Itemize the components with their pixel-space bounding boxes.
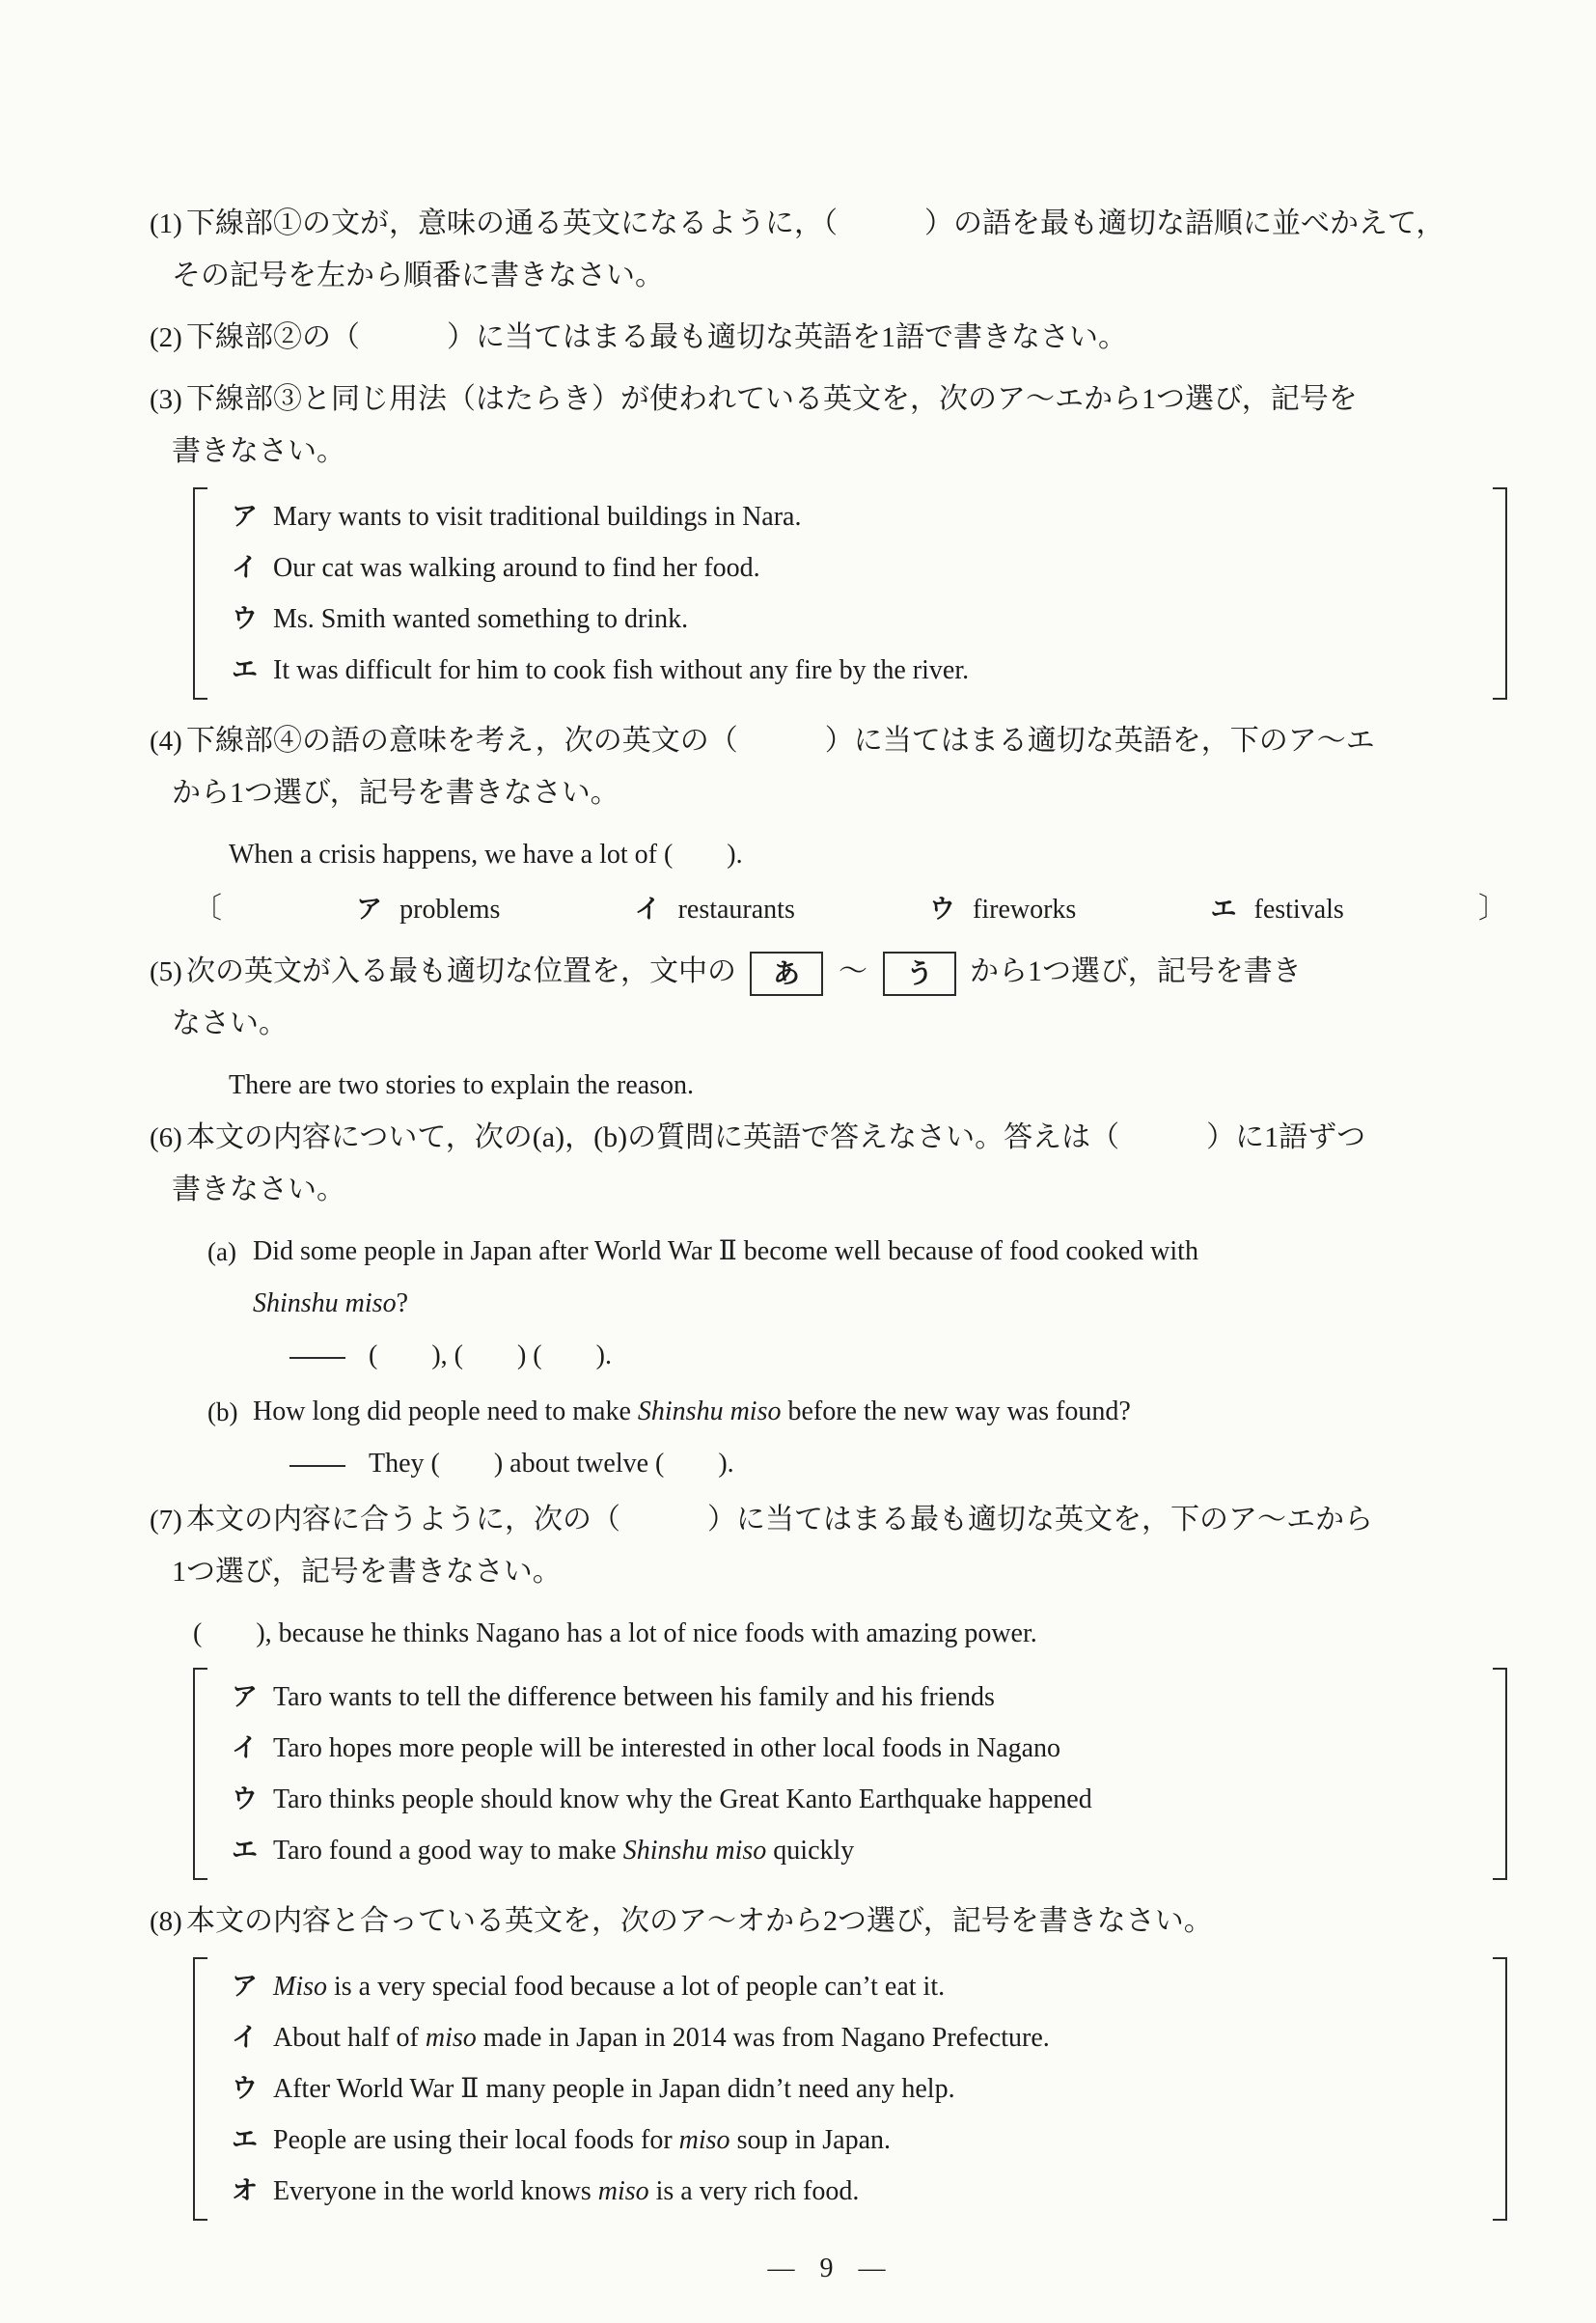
question-3-line1: 下線部③と同じ用法（はたらき）が使われている英文を，次のア～エから1つ選び，記号を xyxy=(186,383,1358,415)
option-text: festivals xyxy=(1253,895,1344,925)
question-6b-label: (b) xyxy=(207,1397,238,1426)
option-text-post: soup in Japan. xyxy=(729,2125,891,2155)
option-row xyxy=(207,1961,1493,2012)
open-bracket-glyph: 〔 xyxy=(193,893,222,925)
question-1-number: (1) xyxy=(150,208,182,239)
option-text-pre: Taro hopes more people will be interested in other local foods in Nagano xyxy=(273,1733,1061,1763)
tilde: ～ xyxy=(839,955,867,987)
question-5-post: から1つ選び，記号を書き xyxy=(970,955,1302,987)
question-6 xyxy=(150,1112,1507,1216)
option-text: Mary wants to visit traditional buildings in Nara. xyxy=(273,502,802,532)
option-label: ア xyxy=(232,1972,258,2001)
option-label: ウ xyxy=(232,604,258,633)
option-text-pre: People are using their local foods for xyxy=(273,2125,679,2155)
question-4-line2: から1つ選び，記号を書きなさい。 xyxy=(172,777,619,809)
question-6-line2: 書きなさい。 xyxy=(172,1174,345,1205)
option-label: ア xyxy=(356,895,383,924)
question-3-line2: 書きなさい。 xyxy=(172,435,345,467)
question-6a-answer xyxy=(289,1330,1507,1382)
question-7-options xyxy=(193,1668,1507,1880)
option-text-pre: Taro wants to tell the difference between his family and his friends xyxy=(273,1682,995,1712)
option-text-pre: Everyone in the world knows xyxy=(273,2176,598,2206)
question-6-line1: 本文の内容について，次の(a)，(b)の質問に英語で答えなさい。答えは（ ）に1語ずつ xyxy=(186,1121,1366,1153)
question-7-line1: 本文の内容に合うように，次の（ ）に当てはまる最も適切な英文を，下のア～エから xyxy=(186,1504,1373,1535)
option-text-italic: Shinshu miso xyxy=(622,1836,767,1866)
option-row xyxy=(207,2115,1493,2166)
page-number: — 9 — xyxy=(767,2254,890,2283)
question-7 xyxy=(150,1494,1507,1598)
option-text-post: made in Japan in 2014 was from Nagano Prefecture. xyxy=(476,2023,1050,2053)
question-3-number: (3) xyxy=(150,384,182,415)
question-2 xyxy=(150,312,1507,364)
option-label: ウ xyxy=(929,895,956,924)
option-text-post: quickly xyxy=(766,1836,855,1866)
option-text: fireworks xyxy=(973,895,1077,925)
option-label: イ xyxy=(232,2023,258,2052)
question-6-number: (6) xyxy=(150,1122,182,1153)
question-6b xyxy=(150,1386,1507,1490)
option-row xyxy=(207,2063,1493,2115)
option-label: ウ xyxy=(232,1784,258,1813)
question-6a-italic: Shinshu miso xyxy=(253,1288,397,1318)
option-row xyxy=(207,1723,1493,1774)
option-label: エ xyxy=(232,655,258,684)
option-text-pre: About half of xyxy=(273,2023,426,2053)
question-7-sentence: ( ), because he thinks Nagano has a lot of nice foods with amazing power. xyxy=(193,1618,1037,1648)
question-6b-post: before the new way was found? xyxy=(781,1397,1131,1426)
question-6a xyxy=(150,1226,1507,1382)
option-row xyxy=(207,594,1493,645)
option-text: Our cat was walking around to find her food. xyxy=(273,553,760,583)
question-5 xyxy=(150,946,1507,1050)
question-4-options xyxy=(193,883,1507,936)
question-8 xyxy=(150,1895,1507,1948)
question-3 xyxy=(150,373,1507,478)
option-row xyxy=(207,491,1493,542)
option-text-pre: Taro thinks people should know why the Great Kanto Earthquake happened xyxy=(273,1784,1092,1814)
option-label: オ xyxy=(232,2176,258,2205)
left-bracket xyxy=(193,487,207,700)
question-5-line2: なさい。 xyxy=(172,1008,288,1039)
option-label: イ xyxy=(232,553,258,582)
option-row xyxy=(207,645,1493,696)
left-bracket xyxy=(193,1957,207,2221)
question-8-number: (8) xyxy=(150,1906,182,1937)
question-1 xyxy=(150,198,1507,302)
option-row xyxy=(207,1672,1493,1723)
question-5-number: (5) xyxy=(150,956,182,987)
question-6a-label: (a) xyxy=(207,1237,236,1266)
question-7-line2: 1つ選び，記号を書きなさい。 xyxy=(172,1556,562,1588)
option-text: restaurants xyxy=(677,895,795,925)
close-bracket-glyph: 〕 xyxy=(1477,893,1507,925)
option-label: イ xyxy=(232,1733,258,1762)
question-4-number: (4) xyxy=(150,726,182,757)
option-text-pre: After World War Ⅱ many people in Japan didn’t need any help. xyxy=(273,2074,955,2104)
right-bracket xyxy=(1493,1957,1507,2221)
position-box-u: う xyxy=(883,952,956,996)
option-text: problems xyxy=(399,895,501,925)
option-text-italic: Miso xyxy=(273,1972,327,2002)
question-3-options xyxy=(193,487,1507,700)
option-label: エ xyxy=(232,2125,258,2154)
option-text-italic: miso xyxy=(678,2125,730,2155)
option-label: ア xyxy=(232,1682,258,1711)
question-6a-post: ? xyxy=(396,1288,409,1318)
question-4 xyxy=(150,715,1507,819)
left-bracket xyxy=(193,1668,207,1880)
question-4-sentence: When a crisis happens, we have a lot of ( ). xyxy=(229,840,743,870)
question-6a-line1: Did some people in Japan after World War Ⅱ become well because of food cooked with xyxy=(253,1236,1198,1266)
option-text-pre: Taro found a good way to make xyxy=(273,1836,623,1866)
option-row xyxy=(1211,883,1344,936)
option-text: Ms. Smith wanted something to drink. xyxy=(273,604,689,634)
answer-rule xyxy=(289,1465,345,1467)
question-2-line1: 下線部②の（ ）に当てはまる最も適切な英語を1語で書きなさい。 xyxy=(186,321,1127,353)
option-label: イ xyxy=(634,895,661,924)
option-row xyxy=(207,542,1493,594)
option-label: ウ xyxy=(232,2074,258,2103)
question-6a-answer-text: ( ), ( ) ( ). xyxy=(369,1341,612,1370)
option-text-post: is a very special food because a lot of people can’t eat it. xyxy=(327,1972,946,2002)
question-6b-answer-text: They ( ) about twelve ( ). xyxy=(369,1449,734,1479)
question-1-line2: その記号を左から順番に書きなさい。 xyxy=(172,260,664,291)
question-6b-pre: How long did people need to make xyxy=(253,1397,638,1426)
question-4-line1: 下線部④の語の意味を考え，次の英文の（ ）に当てはまる適切な英語を，下のア～エ xyxy=(186,725,1375,757)
option-label: エ xyxy=(232,1836,258,1865)
right-bracket xyxy=(1493,487,1507,700)
right-bracket xyxy=(1493,1668,1507,1880)
option-row xyxy=(929,883,1076,936)
question-5-sentence: There are two stories to explain the reason. xyxy=(229,1070,695,1100)
option-row xyxy=(207,2012,1493,2063)
question-6b-answer xyxy=(289,1438,1507,1490)
question-8-line1: 本文の内容と合っている英文を，次のア～オから2つ選び，記号を書きなさい。 xyxy=(186,1905,1213,1937)
option-text-post: is a very rich food. xyxy=(648,2176,860,2206)
question-7-number: (7) xyxy=(150,1505,182,1535)
question-8-options xyxy=(193,1957,1507,2221)
option-row xyxy=(207,2166,1493,2217)
option-label: エ xyxy=(1210,895,1237,924)
question-6b-italic: Shinshu miso xyxy=(637,1397,782,1426)
option-text: It was difficult for him to cook fish without any fire by the river. xyxy=(273,655,970,685)
question-1-line1: 下線部①の文が，意味の通る英文になるように，（ ）の語を最も適切な語順に並べかえて， xyxy=(186,207,1445,239)
option-text-italic: miso xyxy=(597,2176,649,2206)
option-row xyxy=(635,883,795,936)
answer-rule xyxy=(289,1357,345,1359)
option-text-italic: miso xyxy=(425,2023,477,2053)
option-row xyxy=(207,1774,1493,1825)
question-2-number: (2) xyxy=(150,322,182,353)
position-box-a: あ xyxy=(750,952,823,996)
option-row xyxy=(356,883,500,936)
option-row xyxy=(207,1825,1493,1876)
option-label: ア xyxy=(232,502,258,531)
question-5-pre: 次の英文が入る最も適切な位置を，文中の xyxy=(186,955,736,987)
